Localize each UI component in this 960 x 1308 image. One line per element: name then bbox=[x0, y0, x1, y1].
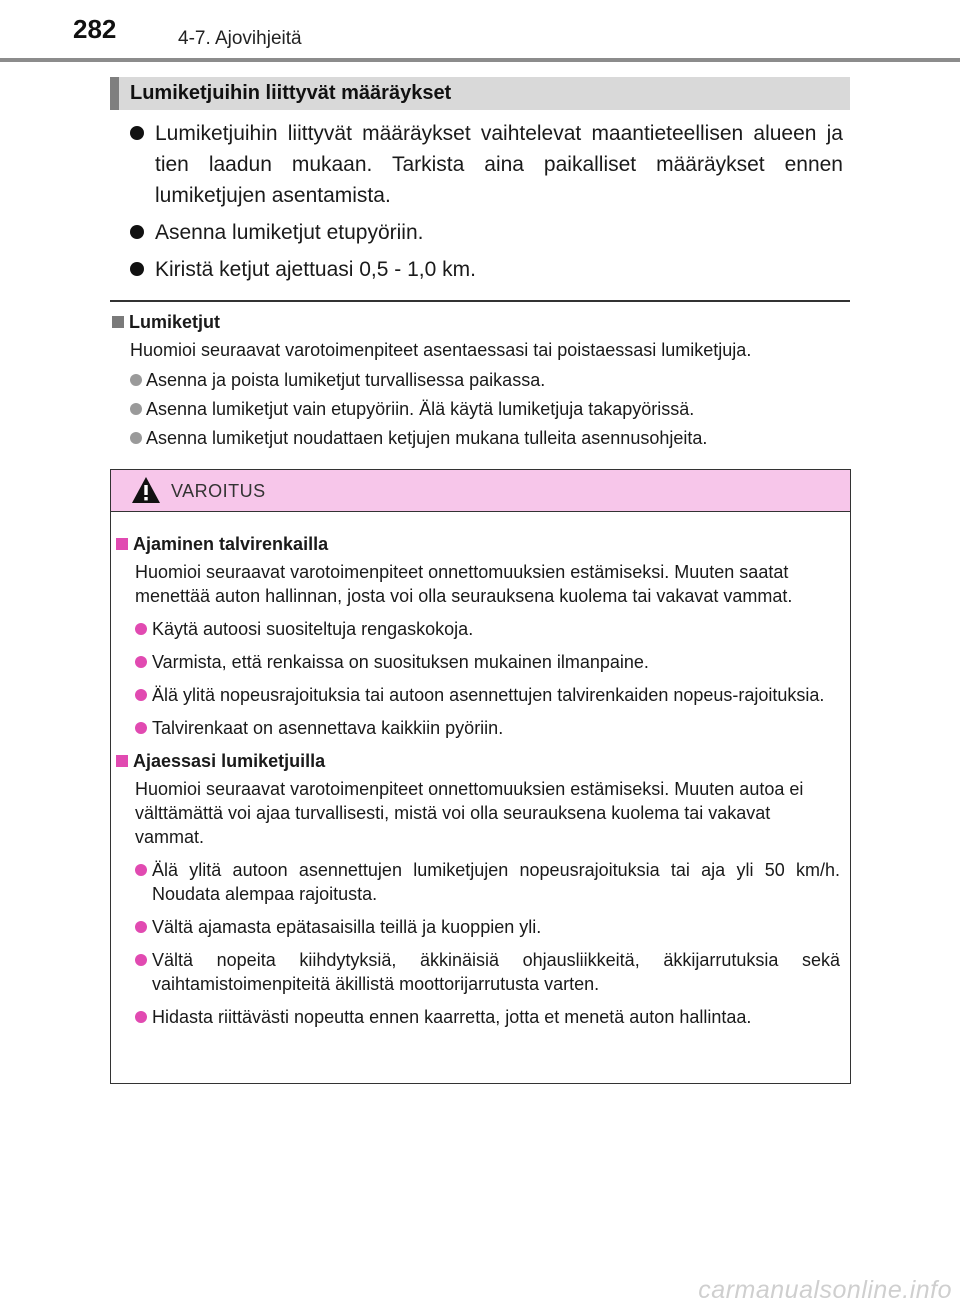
list-item-text: Käytä autoosi suositeltuja rengaskokoja. bbox=[152, 619, 474, 639]
list-item-text: Asenna lumiketjut vain etupyöriin. Älä käytä lumiketjuja takapyörissä. bbox=[146, 399, 695, 419]
warning-heading bbox=[116, 749, 840, 773]
section-banner bbox=[110, 77, 850, 110]
list-item bbox=[130, 397, 844, 421]
list-item bbox=[130, 217, 843, 248]
list-item bbox=[130, 368, 844, 392]
page-number: 282 bbox=[73, 14, 117, 44]
bullet-icon bbox=[135, 1011, 147, 1023]
warning-intro: Huomioi seuraavat varotoimenpiteet onnettomuuksien estämiseksi. Muuten autoa ei välttämättä voi ajaa turvallisesti, mistä voi olla seurauksena kuolema tai vakavat vammat. bbox=[135, 779, 804, 847]
warning-body bbox=[111, 512, 850, 1029]
list-item-text: Vältä nopeita kiihdytyksiä, äkkinäisiä ohjausliikkeitä, äkkijarrutuksia sekä vaihtamistoimenpiteitä äkillistä moottorijarrutusta varten. bbox=[152, 950, 840, 994]
warning-triangle-icon bbox=[131, 476, 161, 504]
bullet-icon bbox=[130, 432, 142, 444]
square-bullet-icon bbox=[112, 316, 124, 328]
square-bullet-icon bbox=[116, 755, 128, 767]
list-item bbox=[116, 948, 840, 996]
list-item bbox=[130, 426, 844, 450]
list-item bbox=[116, 915, 840, 939]
list-item-text: Asenna ja poista lumiketjut turvallisessa paikassa. bbox=[146, 370, 546, 390]
warning-header bbox=[111, 470, 850, 512]
bullet-icon bbox=[135, 623, 147, 635]
warning-box bbox=[110, 469, 851, 1084]
list-item bbox=[116, 650, 840, 674]
bullet-icon bbox=[130, 225, 144, 239]
section-divider bbox=[110, 300, 850, 302]
bullet-icon bbox=[135, 954, 147, 966]
list-item-text: Lumiketjuihin liittyvät määräykset vaihtelevat maantieteellisen alueen ja tien laadun mukaan. Tarkista aina paikalliset määräykset ennen lumiketjujen asentamista. bbox=[155, 122, 843, 207]
bullet-icon bbox=[135, 689, 147, 701]
list-item bbox=[116, 617, 840, 641]
bullet-icon bbox=[130, 374, 142, 386]
bullet-icon bbox=[135, 921, 147, 933]
square-bullet-icon bbox=[116, 538, 128, 550]
list-item-text: Hidasta riittävästi nopeutta ennen kaarretta, jotta et menetä auton hallintaa. bbox=[152, 1007, 752, 1027]
bullet-icon bbox=[130, 126, 144, 140]
regulations-list bbox=[130, 118, 843, 291]
note-intro: Huomioi seuraavat varotoimenpiteet asentaessasi tai poistaessasi lumiketjuja. bbox=[130, 340, 752, 360]
bullet-icon bbox=[130, 403, 142, 415]
section-title: Lumiketjuihin liittyvät määräykset bbox=[130, 82, 452, 104]
warning-heading-text: Ajaminen talvirenkailla bbox=[133, 534, 329, 554]
warning-heading-text: Ajaessasi lumiketjuilla bbox=[133, 751, 326, 771]
list-item bbox=[116, 683, 840, 707]
header-rule bbox=[0, 58, 960, 62]
page-header bbox=[0, 0, 960, 62]
bullet-icon bbox=[135, 722, 147, 734]
list-item-text: Kiristä ketjut ajettuasi 0,5 - 1,0 km. bbox=[155, 258, 476, 281]
list-item-text: Talvirenkaat on asennettava kaikkiin pyöriin. bbox=[152, 718, 504, 738]
warning-heading bbox=[116, 532, 840, 556]
list-item-text: Älä ylitä nopeusrajoituksia tai autoon asennettujen talvirenkaiden nopeus-rajoituksia. bbox=[152, 685, 825, 705]
list-item-text: Älä ylitä autoon asennettujen lumiketjujen nopeusrajoituksia tai aja yli 50 km/h. Noudata alempaa rajoitusta. bbox=[152, 860, 840, 904]
chapter-title: 4-7. Ajovihjeitä bbox=[178, 28, 302, 49]
snow-chains-note bbox=[112, 310, 844, 455]
list-item-text: Asenna lumiketjut etupyöriin. bbox=[155, 221, 424, 244]
bullet-icon bbox=[130, 262, 144, 276]
note-heading-text: Lumiketjut bbox=[129, 312, 221, 332]
watermark: carmanualsonline.info bbox=[698, 1276, 952, 1304]
list-item-text: Asenna lumiketjut noudattaen ketjujen mukana tulleita asennusohjeita. bbox=[146, 428, 708, 448]
list-item-text: Varmista, että renkaissa on suosituksen mukainen ilmanpaine. bbox=[152, 652, 649, 672]
list-item bbox=[116, 716, 840, 740]
note-list bbox=[112, 368, 844, 450]
list-item bbox=[130, 254, 843, 285]
bullet-icon bbox=[135, 656, 147, 668]
bullet-icon bbox=[135, 864, 147, 876]
list-item bbox=[116, 1005, 840, 1029]
note-heading bbox=[112, 310, 844, 334]
list-item bbox=[116, 858, 840, 906]
warning-intro: Huomioi seuraavat varotoimenpiteet onnettomuuksien estämiseksi. Muuten saatat menettää auton hallinnan, josta voi olla seurauksena kuolema tai vakavat vammat. bbox=[135, 562, 793, 606]
warning-label: VAROITUS bbox=[171, 481, 266, 501]
list-item-text: Vältä ajamasta epätasaisilla teillä ja kuoppien yli. bbox=[152, 917, 542, 937]
list-item bbox=[130, 118, 843, 211]
